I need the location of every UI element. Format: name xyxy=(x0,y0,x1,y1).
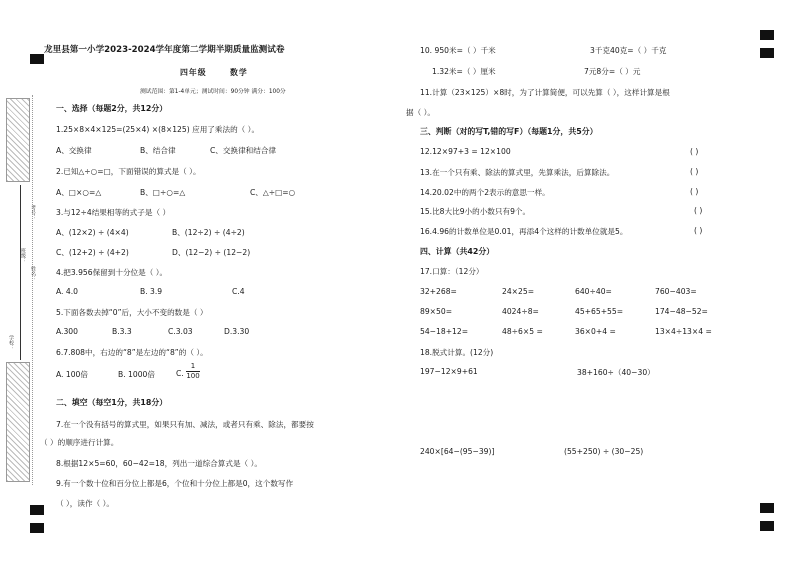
judge-question-13: 13.在一个只有乘、除法的算式里，先算乘法，后算除法。 xyxy=(420,168,615,177)
question-3-option-b: B、(12÷2) ÷ (4÷2) xyxy=(172,228,245,237)
question-6-option-c: C. xyxy=(176,369,184,378)
oral-r3-c4: 13×4÷13×4 = xyxy=(655,327,712,336)
subject-label: 数学 xyxy=(230,68,248,77)
registration-mark-bottom-right-1 xyxy=(760,503,774,513)
oral-r1-c3: 640÷40= xyxy=(575,287,612,296)
registration-mark-top-right-2 xyxy=(760,48,774,58)
oral-r3-c3: 36×0+4 = xyxy=(575,327,616,336)
calc-3: 240×[64−(95−39)] xyxy=(420,447,495,456)
judge-question-16: 16.4.96的计数单位是0.01，再添4个这样的计数单位就是5。 xyxy=(420,227,628,236)
question-4-option-c: C.4 xyxy=(232,287,245,296)
question-1-option-c: C、交换律和结合律 xyxy=(210,146,277,155)
question-2: 2.已知△÷○=□，下面错误的算式是（ ）。 xyxy=(56,167,201,176)
judge-answer-15: ( ) xyxy=(694,206,703,215)
calc-2: 38+160÷（40−30） xyxy=(577,368,655,377)
binding-label-number: 考号： xyxy=(30,205,36,220)
fraction-numerator: 1 xyxy=(186,362,200,372)
binding-label-class: 班级： xyxy=(20,248,26,263)
exam-title: 龙里县第一小学2023-2024学年度第二学期半期质量监测试卷 xyxy=(44,45,285,55)
section-4-heading: 四、计算（共42分） xyxy=(420,247,495,256)
question-7-line-1: 7.在一个没有括号的算式里，如果只有加、减法，或者只有乘、除法，都要按 xyxy=(56,420,314,429)
binding-pattern-top xyxy=(6,98,30,182)
oral-r3-c1: 54−18+12= xyxy=(420,327,469,336)
question-3-option-a: A、(12×2) ÷ (4×4) xyxy=(56,228,129,237)
question-3: 3.与12÷4结果相等的式子是（ ） xyxy=(56,208,171,217)
question-3-option-d: D、(12−2) ÷ (12−2) xyxy=(172,248,251,257)
oral-r2-c4: 174−48−52= xyxy=(655,307,708,316)
question-3-option-c: C、(12+2) ÷ (4+2) xyxy=(56,248,129,257)
judge-answer-13: ( ) xyxy=(690,167,699,176)
question-2-option-a: A、□×○=△ xyxy=(56,188,102,197)
judge-question-12: 12.12×97+3 = 12×100 xyxy=(420,147,511,156)
section-2-heading: 二、填空（每空1分，共18分） xyxy=(56,398,168,407)
question-6-option-b: B. 1000倍 xyxy=(118,370,155,379)
grade-label: 四年级 xyxy=(180,68,207,77)
question-11-line-2: 据（ ）。 xyxy=(406,108,435,117)
exam-info: 测试范围：第1-4单元；测试时间：90分钟 满分：100分 xyxy=(140,89,286,95)
question-6-option-a: A. 100倍 xyxy=(56,370,88,379)
oral-r1-c4: 760−403= xyxy=(655,287,697,296)
judge-question-14: 14.20.02中的两个2表示的意思一样。 xyxy=(420,188,550,197)
question-9-line-1: 9.有一个数十位和百分位上都是6，个位和十分位上都是0，这个数写作 xyxy=(56,479,294,488)
question-10-b-2: 7元8分=（ ）元 xyxy=(584,67,641,76)
question-18: 18.脱式计算。(12分) xyxy=(420,348,494,357)
binding-label-name: 姓名： xyxy=(30,266,36,281)
question-4-option-a: A. 4.0 xyxy=(56,287,78,296)
binding-dotted-line xyxy=(32,95,33,485)
question-5-option-a: A.300 xyxy=(56,327,78,336)
judge-question-15: 15.比8大比9小的小数只有9个。 xyxy=(420,207,531,216)
section-1-heading: 一、选择（每题2分，共12分） xyxy=(56,104,168,113)
oral-r2-c1: 89×50= xyxy=(420,307,453,316)
section-3-heading: 三、判断（对的写T,错的写F）（每题1分，共5分） xyxy=(420,127,598,136)
question-6-fraction xyxy=(186,362,200,381)
binding-label-school: 学校： xyxy=(8,335,14,350)
oral-r2-c2: 4024÷8= xyxy=(502,307,539,316)
question-4: 4.把3.956保留到十分位是（ ）。 xyxy=(56,268,168,277)
question-1: 1.25×8×4×125=(25×4) ×(8×125) 应用了乘法的（ ）。 xyxy=(56,125,260,134)
judge-answer-16: ( ) xyxy=(694,226,703,235)
registration-mark-top-right-1 xyxy=(760,30,774,40)
question-2-option-c: C、△÷□=○ xyxy=(250,188,296,197)
question-8: 8.根据12×5=60，60−42=18，列出一道综合算式是（ ）。 xyxy=(56,459,262,468)
question-5: 5.下面各数去掉“0”后，大小不变的数是（ ） xyxy=(56,308,208,317)
question-1-option-b: B、结合律 xyxy=(140,146,176,155)
question-10-a-1: 10. 950米=（ ）千米 xyxy=(420,46,496,55)
registration-mark-top-left xyxy=(30,54,44,64)
question-7-line-2: （ ）的顺序进行计算。 xyxy=(40,438,119,447)
question-5-option-d: D.3.30 xyxy=(224,327,250,336)
question-1-option-a: A、交换律 xyxy=(56,146,92,155)
question-11-line-1: 11.计算（23×125）×8时，为了计算简便，可以先算（ ），这样计算是根 xyxy=(420,88,670,97)
calc-1: 197−12×9+61 xyxy=(420,367,478,376)
calc-4: (55+250) ÷ (30−25) xyxy=(564,447,644,456)
question-4-option-b: B. 3.9 xyxy=(140,287,163,296)
question-17: 17.口算：（12分） xyxy=(420,267,484,276)
registration-mark-bottom-right-2 xyxy=(760,521,774,531)
oral-r1-c1: 32+268= xyxy=(420,287,457,296)
binding-solid-line xyxy=(20,185,21,360)
question-9-line-2: （ ），读作（ ）。 xyxy=(56,499,114,508)
judge-answer-14: ( ) xyxy=(690,187,699,196)
oral-r2-c3: 45+65+55= xyxy=(575,307,624,316)
oral-r3-c2: 48÷6×5 = xyxy=(502,327,543,336)
binding-pattern-bottom xyxy=(6,362,30,482)
question-6: 6.7.808中，右边的“8”是左边的“8”的（ ）。 xyxy=(56,348,208,357)
question-10-a-2: 3千克40克=（ ）千克 xyxy=(590,46,667,55)
question-10-b-1: 1.32米=（ ）厘米 xyxy=(432,67,496,76)
question-2-option-b: B、□÷○=△ xyxy=(140,188,186,197)
fraction-denominator: 100 xyxy=(186,372,200,380)
question-5-option-b: B.3.3 xyxy=(112,327,132,336)
question-5-option-c: C.3.03 xyxy=(168,327,193,336)
registration-mark-bottom-left-2 xyxy=(30,523,44,533)
judge-answer-12: ( ) xyxy=(690,147,699,156)
registration-mark-bottom-left-1 xyxy=(30,505,44,515)
oral-r1-c2: 24×25= xyxy=(502,287,535,296)
